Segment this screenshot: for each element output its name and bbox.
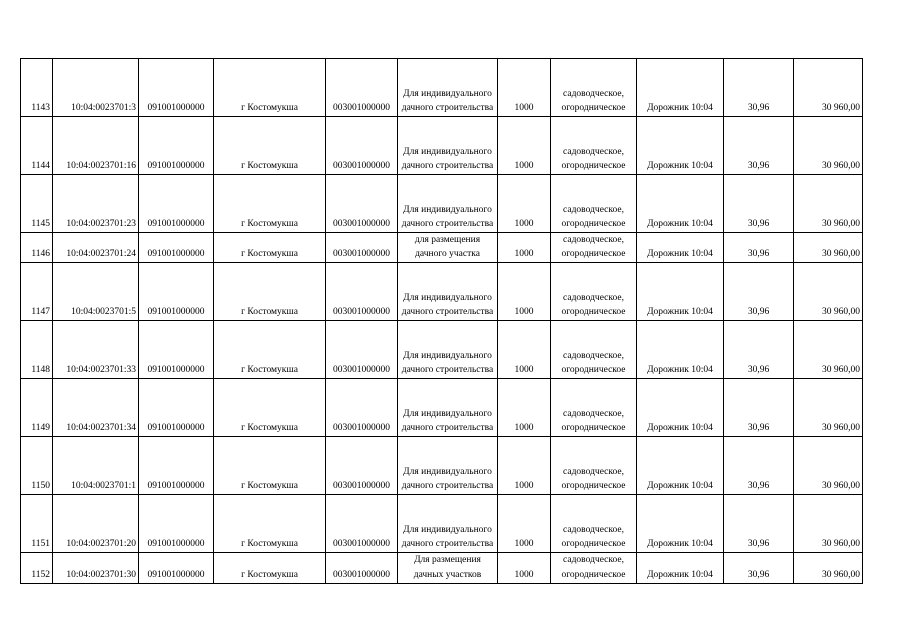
cadastral-zone: Дорожник 10:04: [637, 263, 724, 321]
cadastral-zone: Дорожник 10:04: [637, 321, 724, 379]
permitted-use: Для размещения дачных участков: [398, 553, 498, 583]
specific-value: 30,96: [724, 437, 794, 495]
area-value: 1000: [498, 379, 551, 437]
settlement-name: г Костомукша: [214, 379, 326, 437]
row-number: 1152: [21, 553, 53, 583]
cadastral-zone: Дорожник 10:04: [637, 233, 724, 263]
specific-value: 30,96: [724, 117, 794, 175]
oktmo-code: 003001000000: [326, 379, 398, 437]
okato-code: 091001000000: [139, 175, 214, 233]
permitted-use: Для индивидуального дачного строительства: [398, 175, 498, 233]
table-row: [21, 175, 863, 233]
specific-value: 30,96: [724, 59, 794, 117]
area-value: 1000: [498, 59, 551, 117]
row-number: 1147: [21, 263, 53, 321]
area-value: 1000: [498, 175, 551, 233]
area-value: 1000: [498, 495, 551, 553]
cadastral-number: 10:04:0023701:30: [53, 553, 139, 583]
oktmo-code: 003001000000: [326, 263, 398, 321]
permitted-use: Для индивидуального дачного строительства: [398, 437, 498, 495]
oktmo-code: 003001000000: [326, 321, 398, 379]
use-category: садоводческое, огородническое: [551, 437, 637, 495]
permitted-use: для размещения дачного участка: [398, 233, 498, 263]
area-value: 1000: [498, 321, 551, 379]
cadastral-number: 10:04:0023701:3: [53, 59, 139, 117]
specific-value: 30,96: [724, 175, 794, 233]
cadastral-value: 30 960,00: [794, 379, 863, 437]
settlement-name: г Костомукша: [214, 175, 326, 233]
permitted-use: Для индивидуального дачного строительства: [398, 59, 498, 117]
cadastral-number: 10:04:0023701:23: [53, 175, 139, 233]
cadastral-number: 10:04:0023701:33: [53, 321, 139, 379]
oktmo-code: 003001000000: [326, 437, 398, 495]
use-category: садоводческое, огородническое: [551, 263, 637, 321]
cadastral-number: 10:04:0023701:16: [53, 117, 139, 175]
permitted-use: Для индивидуального дачного строительства: [398, 263, 498, 321]
table-row: [21, 263, 863, 321]
okato-code: 091001000000: [139, 553, 214, 583]
cadastral-zone: Дорожник 10:04: [637, 553, 724, 583]
settlement-name: г Костомукша: [214, 495, 326, 553]
use-category: садоводческое, огородническое: [551, 59, 637, 117]
row-number: 1148: [21, 321, 53, 379]
okato-code: 091001000000: [139, 233, 214, 263]
row-number: 1144: [21, 117, 53, 175]
area-value: 1000: [498, 437, 551, 495]
okato-code: 091001000000: [139, 117, 214, 175]
permitted-use: Для индивидуального дачного строительства: [398, 495, 498, 553]
permitted-use: Для индивидуального дачного строительства: [398, 117, 498, 175]
row-number: 1143: [21, 59, 53, 117]
table-row: [21, 59, 863, 117]
okato-code: 091001000000: [139, 495, 214, 553]
row-number: 1150: [21, 437, 53, 495]
cadastral-zone: Дорожник 10:04: [637, 437, 724, 495]
settlement-name: г Костомукша: [214, 263, 326, 321]
specific-value: 30,96: [724, 495, 794, 553]
okato-code: 091001000000: [139, 59, 214, 117]
table-row: [21, 379, 863, 437]
area-value: 1000: [498, 553, 551, 583]
cadastral-value: 30 960,00: [794, 233, 863, 263]
cadastral-value: 30 960,00: [794, 437, 863, 495]
table-row: [21, 495, 863, 553]
row-number: 1146: [21, 233, 53, 263]
use-category: садоводческое, огородническое: [551, 117, 637, 175]
okato-code: 091001000000: [139, 321, 214, 379]
oktmo-code: 003001000000: [326, 175, 398, 233]
table-row: [21, 553, 863, 583]
settlement-name: г Костомукша: [214, 59, 326, 117]
use-category: садоводческое, огородническое: [551, 495, 637, 553]
use-category: садоводческое, огородническое: [551, 233, 637, 263]
use-category: садоводческое, огородническое: [551, 379, 637, 437]
settlement-name: г Костомукша: [214, 117, 326, 175]
settlement-name: г Костомукша: [214, 233, 326, 263]
okato-code: 091001000000: [139, 379, 214, 437]
specific-value: 30,96: [724, 233, 794, 263]
row-number: 1145: [21, 175, 53, 233]
permitted-use: Для индивидуального дачного строительства: [398, 379, 498, 437]
row-number: 1149: [21, 379, 53, 437]
cadastral-zone: Дорожник 10:04: [637, 495, 724, 553]
specific-value: 30,96: [724, 321, 794, 379]
cadastral-value: 30 960,00: [794, 553, 863, 583]
use-category: садоводческое, огородническое: [551, 175, 637, 233]
oktmo-code: 003001000000: [326, 117, 398, 175]
settlement-name: г Костомукша: [214, 321, 326, 379]
oktmo-code: 003001000000: [326, 59, 398, 117]
area-value: 1000: [498, 263, 551, 321]
cadastral-number: 10:04:0023701:20: [53, 495, 139, 553]
okato-code: 091001000000: [139, 437, 214, 495]
table-row: [21, 233, 863, 263]
table-row: [21, 117, 863, 175]
cadastral-zone: Дорожник 10:04: [637, 117, 724, 175]
table-row: [21, 437, 863, 495]
settlement-name: г Костомукша: [214, 553, 326, 583]
row-number: 1151: [21, 495, 53, 553]
cadastral-value: 30 960,00: [794, 175, 863, 233]
oktmo-code: 003001000000: [326, 553, 398, 583]
cadastral-zone: Дорожник 10:04: [637, 379, 724, 437]
cadastral-zone: Дорожник 10:04: [637, 59, 724, 117]
cadastral-zone: Дорожник 10:04: [637, 175, 724, 233]
cadastral-number: 10:04:0023701:5: [53, 263, 139, 321]
cadastral-number: 10:04:0023701:1: [53, 437, 139, 495]
cadastral-value: 30 960,00: [794, 263, 863, 321]
permitted-use: Для индивидуального дачного строительства: [398, 321, 498, 379]
cadastral-value: 30 960,00: [794, 495, 863, 553]
area-value: 1000: [498, 117, 551, 175]
settlement-name: г Костомукша: [214, 437, 326, 495]
table-row: [21, 321, 863, 379]
specific-value: 30,96: [724, 263, 794, 321]
use-category: садоводческое, огородническое: [551, 321, 637, 379]
cadastral-value: 30 960,00: [794, 321, 863, 379]
cadastral-registry-table: [20, 58, 863, 584]
cadastral-value: 30 960,00: [794, 117, 863, 175]
cadastral-number: 10:04:0023701:24: [53, 233, 139, 263]
specific-value: 30,96: [724, 553, 794, 583]
cadastral-number: 10:04:0023701:34: [53, 379, 139, 437]
okato-code: 091001000000: [139, 263, 214, 321]
specific-value: 30,96: [724, 379, 794, 437]
oktmo-code: 003001000000: [326, 495, 398, 553]
oktmo-code: 003001000000: [326, 233, 398, 263]
cadastral-value: 30 960,00: [794, 59, 863, 117]
area-value: 1000: [498, 233, 551, 263]
use-category: садоводческое, огородническое: [551, 553, 637, 583]
